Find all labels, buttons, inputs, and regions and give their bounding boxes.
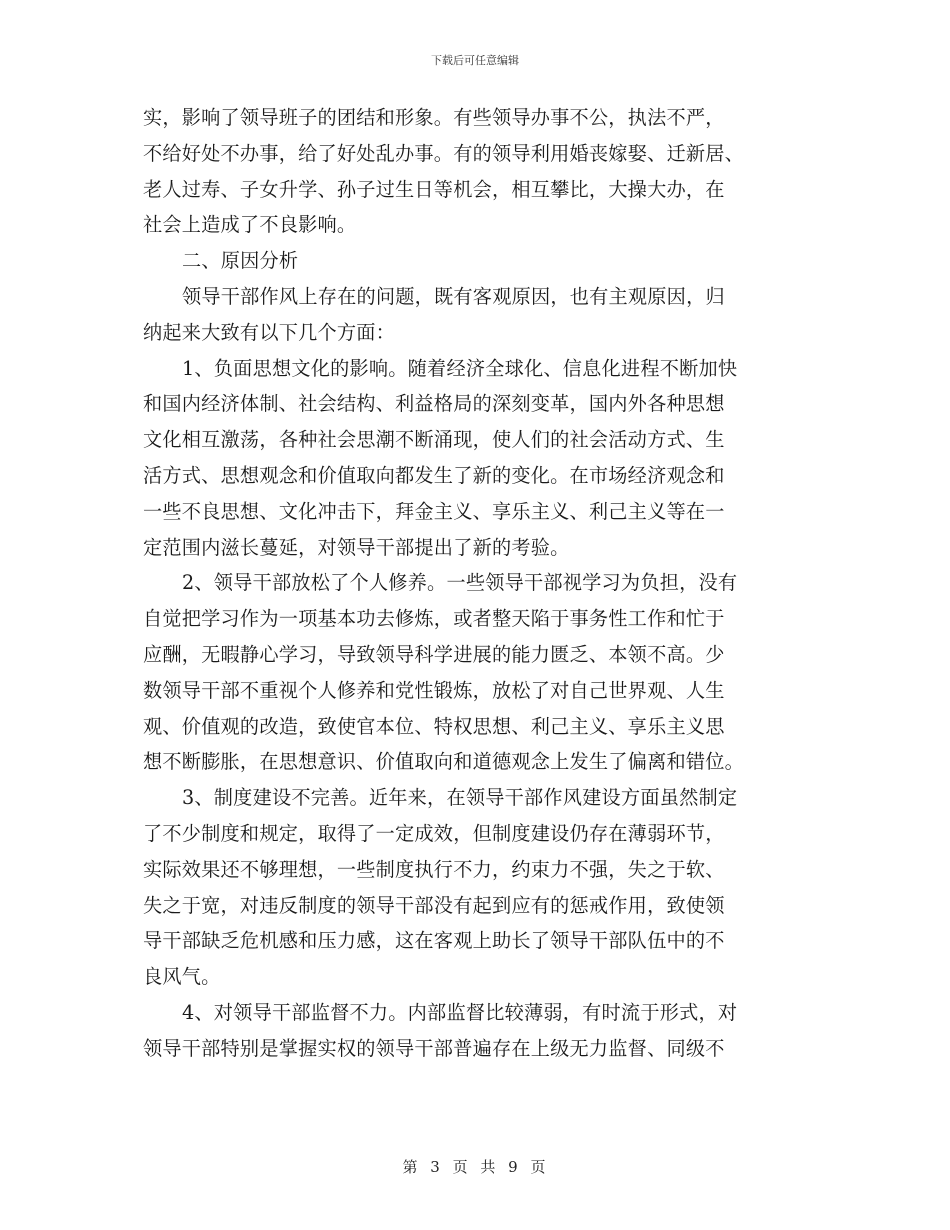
text-line: 文化相互激荡，各种社会思潮不断涌现，使人们的社会活动方式、生	[143, 428, 725, 452]
page-header: 下载后可任意编辑	[431, 54, 519, 67]
text-line: 一些不良思想、文化冲击下，拜金主义、享乐主义、利己主义等在一	[143, 499, 725, 523]
text-line: 领导干部作风上存在的问题，既有客观原因，也有主观原因，归	[182, 284, 725, 308]
text-line: 不给好处不办事，给了好处乱办事。有的领导利用婚丧嫁娶、迁新居、	[143, 141, 745, 165]
text-line: 领导干部特别是掌握实权的领导干部普遍存在上级无力监督、同级不	[143, 1036, 725, 1060]
text-line: 纳起来大致有以下几个方面：	[143, 320, 396, 344]
text-line: 社会上造成了不良影响。	[143, 213, 357, 237]
text-line: 了不少制度和规定，取得了一定成效，但制度建设仍存在薄弱环节，	[143, 821, 725, 845]
text-line: 2、领导干部放松了个人修养。一些领导干部视学习为负担，没有	[182, 571, 738, 595]
text-line: 良风气。	[143, 965, 221, 989]
page-footer: 第 3 页 共 9 页	[402, 1158, 548, 1176]
text-line: 实际效果还不够理想，一些制度执行不力，约束力不强，失之于软、	[143, 857, 725, 881]
text-line: 1、负面思想文化的影响。随着经济全球化、信息化进程不断加快	[182, 356, 738, 380]
text-line: 想不断膨胀，在思想意识、价值取向和道德观念上发生了偏离和错位。	[143, 750, 745, 774]
section-heading: 二、原因分析	[182, 249, 299, 273]
text-line: 观、价值观的改造，致使官本位、特权思想、利己主义、享乐主义思	[143, 714, 725, 738]
text-line: 数领导干部不重视个人修养和党性锻炼，放松了对自己世界观、人生	[143, 678, 725, 702]
text-line: 和国内经济体制、社会结构、利益格局的深刻变革，国内外各种思想	[143, 392, 725, 416]
text-line: 活方式、思想观念和价值取向都发生了新的变化。在市场经济观念和	[143, 463, 725, 487]
text-line: 实，影响了领导班子的团结和形象。有些领导办事不公，执法不严，	[143, 106, 725, 129]
text-line: 4、对领导干部监督不力。内部监督比较薄弱，有时流于形式，对	[182, 1000, 738, 1024]
text-line: 定范围内滋长蔓延，对领导干部提出了新的考验。	[143, 535, 570, 559]
text-line: 老人过寿、子女升学、孙子过生日等机会，相互攀比，大操大办，在	[143, 177, 725, 201]
body-text	[143, 100, 809, 1067]
text-line: 应酬，无暇静心学习，导致领导科学进展的能力匮乏、本领不高。少	[143, 642, 725, 666]
text-line: 失之于宽，对违反制度的领导干部没有起到应有的惩戒作用，致使领	[143, 893, 725, 917]
text-line: 3、制度建设不完善。近年来，在领导干部作风建设方面虽然制定	[182, 786, 738, 810]
text-line: 导干部缺乏危机感和压力感，这在客观上助长了领导干部队伍中的不	[143, 929, 725, 953]
text-line: 自觉把学习作为一项基本功去修炼，或者整天陷于事务性工作和忙于	[143, 607, 725, 631]
